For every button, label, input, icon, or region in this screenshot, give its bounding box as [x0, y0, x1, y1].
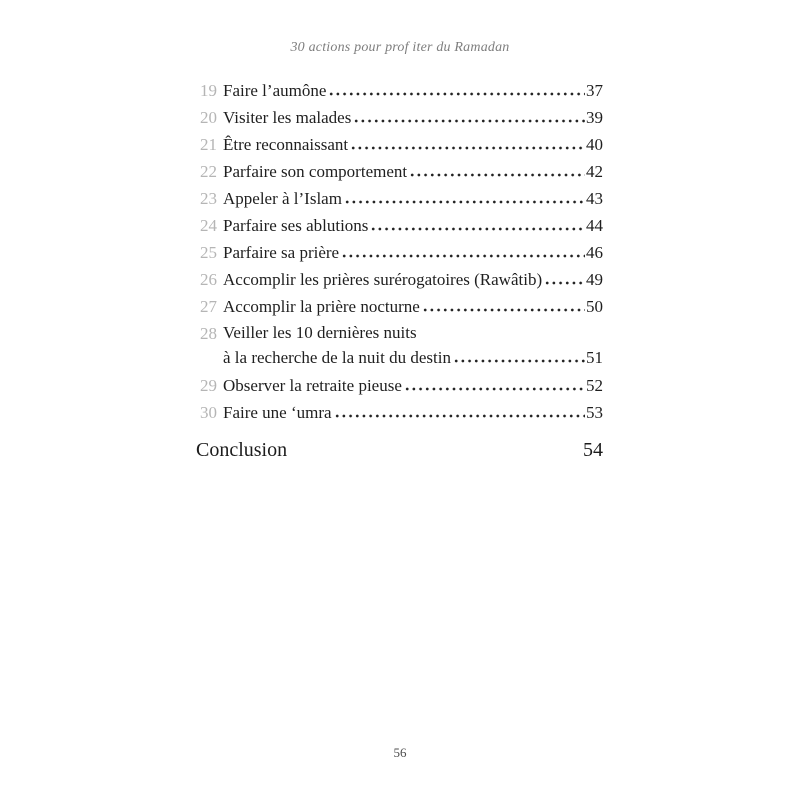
toc-entry-title: Observer la retraite pieuse: [223, 376, 402, 395]
dot-leader: [329, 92, 585, 96]
toc-entry-number: 23: [200, 189, 217, 208]
toc-entry-number: 24: [200, 216, 217, 235]
toc-entry-title: Appeler à l’Islam: [223, 189, 342, 208]
footer-page-number: 56: [393, 745, 407, 760]
toc-entry: [196, 158, 603, 185]
toc-entry-title: Parfaire sa prière: [223, 243, 340, 262]
toc-entry: [196, 77, 603, 104]
toc-entry-number: 19: [200, 81, 217, 100]
toc-entry: [196, 239, 603, 266]
toc-entry-number: 22: [200, 162, 217, 181]
toc-entry-number: 27: [200, 297, 217, 316]
toc-entry-page: 51: [586, 348, 603, 367]
dot-leader: [405, 387, 585, 391]
dot-leader: [335, 414, 585, 418]
toc-entry-number: 26: [200, 270, 217, 289]
toc-entry-title: Parfaire son comportement: [223, 162, 408, 181]
toc-entry-page: 49: [586, 270, 603, 289]
dot-leader: [454, 359, 585, 363]
toc-entry-title: Parfaire ses ablutions: [223, 216, 369, 235]
toc-entry-title: Visiter les malades: [223, 108, 352, 127]
dot-leader: [545, 281, 585, 285]
toc-entry-title: Accomplir les prières surérogatoires (Rawâtib): [223, 270, 543, 289]
toc-entry-title: Faire une ‘umra: [223, 403, 332, 422]
toc-entry: [196, 212, 603, 239]
toc-entry-page: 43: [586, 189, 603, 208]
toc-entry-number: 30: [200, 403, 217, 422]
toc-entry: [196, 266, 603, 293]
toc-entry-page: 53: [586, 403, 603, 422]
toc-entry-title: Être reconnaissant: [223, 135, 349, 154]
toc-entry-page: 50: [586, 297, 603, 316]
toc-entry-number: 29: [200, 376, 217, 395]
running-header: 30 actions pour prof iter du Ramadan: [290, 40, 510, 55]
dot-leader: [345, 200, 585, 204]
toc-entry: [196, 185, 603, 212]
dot-leader: [342, 254, 585, 258]
toc-entry-page: 52: [586, 376, 603, 395]
toc-entry-number: 21: [200, 135, 217, 154]
toc-entry: [196, 293, 603, 320]
toc-entry-body: [223, 320, 603, 370]
toc-entry-title-continued: à la recherche de la nuit du destin: [223, 348, 451, 367]
dot-leader: [354, 119, 585, 123]
dot-leader: [351, 146, 585, 150]
toc-entry-page: 37: [586, 81, 603, 100]
toc-entry-page: 42: [586, 162, 603, 181]
toc-entry-title: Accomplir la prière nocturne: [223, 297, 420, 316]
toc-entry-line: [223, 345, 603, 370]
conclusion-label: Conclusion: [196, 439, 288, 461]
dot-leader: [410, 173, 585, 177]
toc-entry-page: 44: [586, 216, 603, 235]
toc-entry-title: Veiller les 10 dernières nuits: [223, 323, 417, 342]
dot-leader: [423, 308, 585, 312]
toc-entry-number: 28: [200, 324, 217, 343]
toc-entry-page: 40: [586, 135, 603, 154]
dot-leader: [371, 227, 585, 231]
toc-entry-page: 39: [586, 108, 603, 127]
toc-entry-page: 46: [586, 243, 603, 262]
toc-entry: [196, 399, 603, 426]
toc-entry: [196, 372, 603, 399]
table-of-contents: [196, 77, 603, 426]
toc-entry-title: Faire l’aumône: [223, 81, 327, 100]
toc-entry: [196, 104, 603, 131]
toc-entry: [196, 131, 603, 158]
toc-entry-number: 20: [200, 108, 217, 127]
toc-entry: [196, 320, 603, 372]
toc-entry-number: 25: [200, 243, 217, 262]
conclusion-page: 54: [583, 439, 603, 461]
conclusion-row: [196, 436, 603, 464]
toc-entry-line: [223, 320, 603, 345]
